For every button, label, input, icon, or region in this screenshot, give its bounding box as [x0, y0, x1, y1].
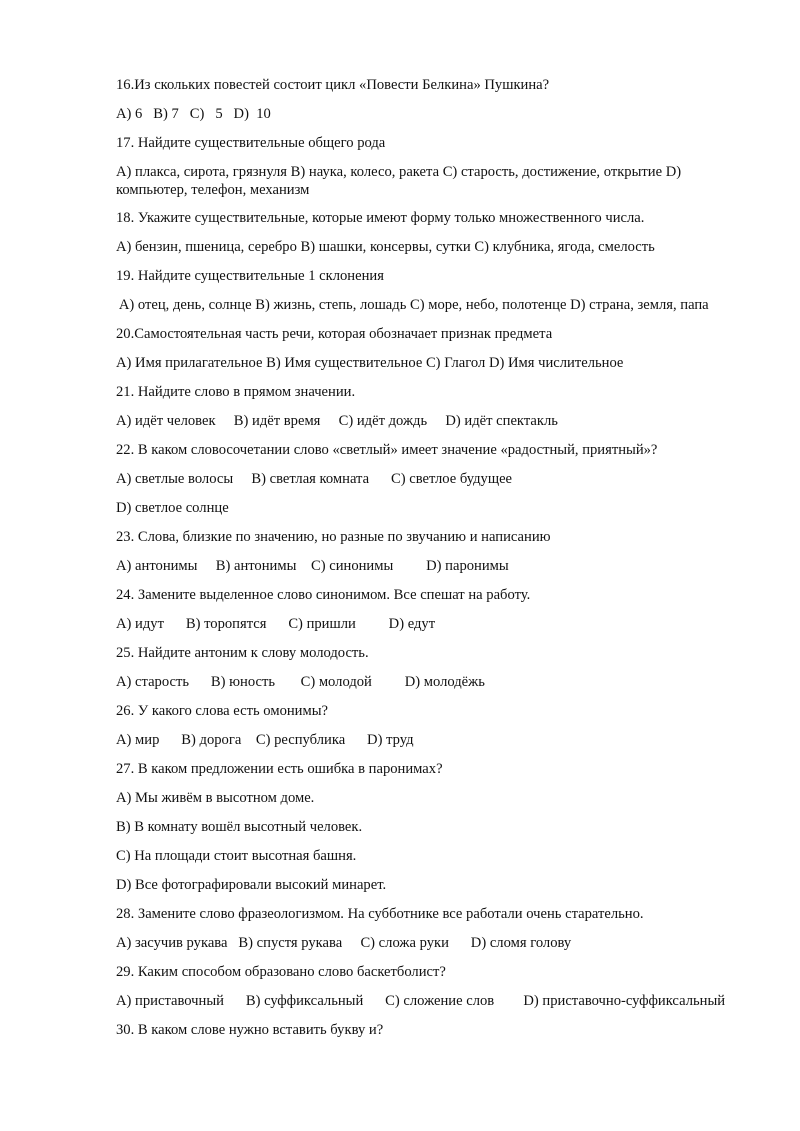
answers-22-abc: A) светлые волосы B) светлая комната C) светлое будущее: [116, 471, 513, 487]
question-25: 25. Найдите антоним к слову молодость.: [116, 645, 369, 661]
answers-20: A) Имя прилагательное B) Имя существительное C) Глагол D) Имя числительное: [116, 355, 624, 371]
answers-19: A) отец, день, солнце B) жизнь, степь, лошадь C) море, небо, полотенце D) страна, земля, папа: [116, 297, 709, 313]
question-23: 23. Слова, близкие по значению, но разные по звучанию и написанию: [116, 529, 551, 545]
question-26: 26. У какого слова есть омонимы?: [116, 703, 329, 719]
answer-27-c: C) На площади стоит высотная башня.: [116, 848, 357, 864]
answers-23: A) антонимы B) антонимы C) синонимы D) паронимы: [116, 558, 509, 574]
question-28: 28. Замените слово фразеологизмом. На субботнике все работали очень старательно.: [116, 906, 644, 922]
question-24: 24. Замените выделенное слово синонимом. Все спешат на работу.: [116, 587, 531, 603]
question-19: 19. Найдите существительные 1 склонения: [116, 268, 384, 284]
question-18: 18. Укажите существительные, которые имеют форму только множественного числа.: [116, 210, 645, 226]
question-22: 22. В каком словосочетании слово «светлый» имеет значение «радостный, приятный»?: [116, 442, 658, 458]
question-30: 30. В каком слове нужно вставить букву и?: [116, 1022, 384, 1038]
question-16: 16.Из скольких повестей состоит цикл «Повести Белкина» Пушкина?: [116, 77, 550, 93]
question-29: 29. Каким способом образовано слово баскетболист?: [116, 964, 446, 980]
question-list: [116, 76, 756, 1050]
answer-27-a: A) Мы живём в высотном доме.: [116, 790, 315, 806]
answers-18: A) бензин, пшеница, серебро B) шашки, консервы, сутки C) клубника, ягода, смелость: [116, 239, 655, 255]
answers-16: A) 6 B) 7 C) 5 D) 10: [116, 106, 271, 122]
question-17: 17. Найдите существительные общего рода: [116, 135, 386, 151]
answers-26: A) мир B) дорога C) республика D) труд: [116, 732, 414, 748]
answer-27-d: D) Все фотографировали высокий минарет.: [116, 877, 387, 893]
answers-17: A) плакса, сирота, грязнуля B) наука, колесо, ракета C) старость, достижение, открытие D) компьютер, телефон, механизм: [116, 164, 682, 198]
answers-29: A) приставочный B) суффиксальный C) сложение слов D) приставочно-суффиксальный: [116, 993, 726, 1009]
question-27: 27. В каком предложении есть ошибка в паронимах?: [116, 761, 443, 777]
answers-28: A) засучив рукава B) спустя рукава C) сложа руки D) сломя голову: [116, 935, 572, 951]
answers-24: A) идут B) торопятся C) пришли D) едут: [116, 616, 436, 632]
answers-21: A) идёт человек B) идёт время C) идёт дождь D) идёт спектакль: [116, 413, 558, 429]
answers-25: A) старость B) юность C) молодой D) молодёжь: [116, 674, 485, 690]
answers-22-d: D) светлое солнце: [116, 500, 229, 516]
question-21: 21. Найдите слово в прямом значении.: [116, 384, 356, 400]
answer-27-b: B) В комнату вошёл высотный человек.: [116, 819, 363, 835]
question-20: 20.Самостоятельная часть речи, которая обозначает признак предмета: [116, 326, 553, 342]
